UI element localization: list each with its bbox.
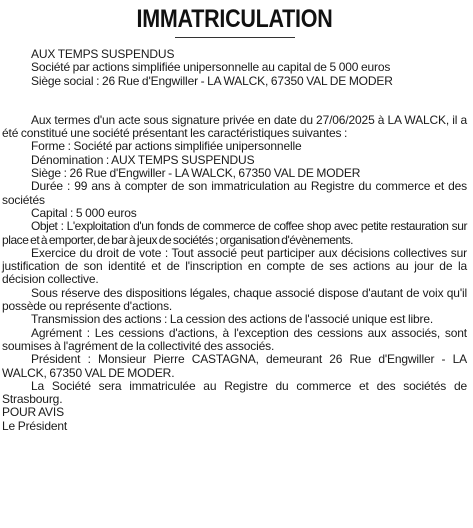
transmission-line: Transmission des actions : La cession des actions de l'associé unique est libre. bbox=[31, 312, 434, 327]
signature: Le Président bbox=[2, 418, 68, 433]
company-header bbox=[2, 48, 467, 88]
duree-paragraph: Durée : 99 ans à compter de son immatriculation au Registre du commerce et des sociétés bbox=[2, 179, 467, 207]
registered-office: Siège social : 26 Rue d'Engwiller - LA WALCK, 67350 VAL DE MODER bbox=[31, 73, 393, 88]
notice-body bbox=[2, 48, 467, 433]
president-paragraph: Président : Monsieur Pierre CASTAGNA, demeurant 26 Rue d'Engwiller - LA WALCK, 67350 VAL DE MODER. bbox=[2, 352, 467, 380]
reserve-paragraph: Sous réserve des dispositions légales, chaque associé dispose d'autant de voix qu'il possède ou représente d'actions. bbox=[2, 285, 467, 314]
siege-line: Siège : 26 Rue d'Engwiller - LA WALCK, 67350 VAL DE MODER bbox=[31, 166, 361, 181]
title-underline bbox=[175, 37, 295, 38]
notice-title: IMMATRICULATION bbox=[136, 5, 333, 33]
objet-paragraph: Objet : L'exploitation d'un fonds de commerce de coffee shop avec petite restauration sur place et à emporter, de bar à jeux de sociétés ; organisation d'évènements. bbox=[2, 219, 467, 247]
immatriculation-paragraph: La Société sera immatriculée au Registre du commerce et des sociétés de Strasbourg. bbox=[2, 378, 467, 407]
vote-paragraph: Exercice du droit de vote : Tout associé peut participer aux décisions collectives sur justification de son identité et de l'inscription en compte de ses actions au jour de la décision collective. bbox=[2, 245, 467, 287]
forme-line: Forme : Société par actions simplifiée unipersonnelle bbox=[31, 139, 302, 154]
capital-line: Capital : 5 000 euros bbox=[31, 205, 137, 220]
intro-paragraph: Aux termes d'un acte sous signature privée en date du 27/06/2025 à LA WALCK, il a été constitué une société présentant les caractéristiques suivantes : bbox=[2, 112, 467, 141]
pour-avis: POUR AVIS bbox=[2, 405, 64, 420]
company-name: AUX TEMPS SUSPENDUS bbox=[31, 47, 175, 61]
company-form: Société par actions simplifiée unipersonnelle au capital de 5 000 euros bbox=[31, 60, 391, 75]
agrement-paragraph: Agrément : Les cessions d'actions, à l'exception des cessions aux associés, sont soumises à l'agrément de la collectivité des associés. bbox=[2, 325, 467, 353]
denomination-line: Dénomination : AUX TEMPS SUSPENDUS bbox=[31, 152, 255, 167]
